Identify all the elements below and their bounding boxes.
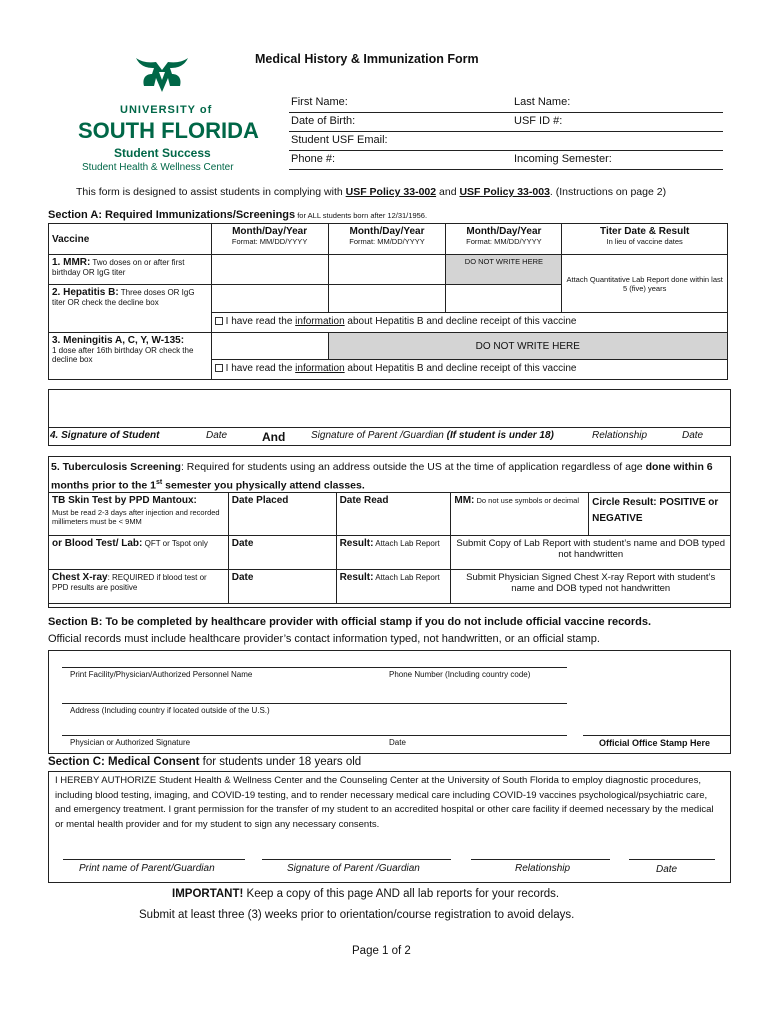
dob-field[interactable]: Date of Birth: [291,115,356,127]
blood-date-field[interactable]: Date [228,536,336,570]
consent-date-field[interactable]: Date [656,864,678,875]
immunization-table: Vaccine Month/Day/Year Format: MM/DD/YYYY Month/Day/Year Format: MM/DD/YYYY Month/Day/Year Format: MM/DD/YYYY Titer Date & Result In lieu of vaccine dates 1. MMR: Two doses on or after first birthday OR IgG titer DO NOT WRITE HERE Attach Quantitative Lab Report done within last 5 (five) years 2. Hepatitis B: Three doses OR IgG titer OR check the decline box I have read the information about Hepatitis B and decline receipt of this vaccine 3. Meningitis A, C, Y, W-135: 1 dose after 16th birthday OR check the decline box DO NOT WRITE HERE I have read the information about Hepatitis B and decline receipt of this vaccine [48,223,728,380]
print-parent-name-field[interactable]: Print name of Parent/Guardian [79,863,215,874]
provider-date-label: Date [389,738,406,747]
blood-submit-note: Submit Copy of Lab Report with student’s name and DOB typed not handwritten [451,536,731,570]
important-note: IMPORTANT! Keep a copy of this page AND all lab reports for your records. [172,888,560,900]
date-read-field[interactable]: Date Read [336,493,451,536]
address-label: Address (Including country if located outside of the U.S.) [70,706,270,715]
xray-date-field[interactable]: Date [228,570,336,604]
hepb-date-3[interactable] [446,285,562,313]
last-name-field[interactable]: Last Name: [514,96,571,108]
hepb-decline-checkbox[interactable]: I have read the information about Hepatitis B and decline receipt of this vaccine [211,313,727,333]
form-title: Medical History & Immunization Form [255,52,479,66]
and-label: And [262,430,286,444]
stamp-label: Official Office Stamp Here [599,738,711,748]
xray-label: Chest X-ray: REQUIRED if blood test or PPD results are positive [49,570,229,604]
xray-submit-note: Submit Physician Signed Chest X-ray Report with student’s name and DOB typed not handwritten [451,570,731,604]
tb-table [48,492,731,604]
parent-signature-field[interactable]: Signature of Parent /Guardian [287,863,420,874]
skin-test-label: TB Skin Test by PPD Mantoux: Must be read 2-3 days after injection and recorded millimeters must be < 9MM [49,493,229,536]
checkbox-icon[interactable] [215,364,223,372]
south-florida-text: SOUTH FLORIDA [78,118,259,143]
semester-field[interactable]: Incoming Semester: [514,153,612,165]
parent-signature-label: Signature of Parent /Guardian (If student is under 18) [311,430,554,441]
page-number: Page 1 of 2 [352,945,411,957]
checkbox-icon[interactable] [215,317,223,325]
date-label-2: Date [682,430,704,441]
policy-33-002-link[interactable]: USF Policy 33-002 [345,186,437,198]
mmr-date-2[interactable] [328,255,446,285]
xray-result-field[interactable]: Result: Attach Lab Report [336,570,451,604]
policy-33-003-link[interactable]: USF Policy 33-003 [459,186,550,198]
circle-result[interactable]: Circle Result: POSITIVE or NEGATIVE [589,493,731,536]
hepb-date-1[interactable] [211,285,328,313]
physician-signature-label: Physician or Authorized Signature [70,738,191,747]
relationship-label: Relationship [592,430,648,441]
men-do-not-write: DO NOT WRITE HERE [328,333,727,360]
mm-field[interactable]: MM: Do not use symbols or decimal [451,493,589,536]
first-name-field[interactable]: First Name: [291,96,348,108]
men-row-label: 3. Meningitis A, C, Y, W-135: 1 dose after 16th birthday OR check the decline box [49,333,212,380]
mmr-row-label: 1. MMR: Two doses on or after first birthday OR IgG titer [49,255,212,285]
section-a-title: Section A: Required Immunizations/Screenings for ALL students born after 12/31/1956. [48,209,428,221]
email-field[interactable]: Student USF Email: [291,134,388,146]
consent-relationship-field[interactable]: Relationship [515,863,571,874]
usf-logo [74,52,259,178]
print-facility-label: Print Facility/Physician/Authorized Personnel Name [70,670,253,679]
hepb-row-label: 2. Hepatitis B: Three doses OR IgG titer OR check the decline box [49,285,212,333]
section-c-title: Section C: Medical Consent for students under 18 years old [48,756,362,768]
usf-id-field[interactable]: USF ID #: [514,115,563,127]
bull-horns-icon [132,52,192,94]
attach-lab-note: Attach Quantitative Lab Report done within last 5 (five) years [562,255,728,313]
intro-text: This form is designed to assist students in complying with USF Policy 33-002 and USF Policy 33-003. (Instructions on page 2) [76,186,667,198]
date-placed-field[interactable]: Date Placed [228,493,336,536]
tb-title: 5. Tuberculosis Screening: Required for students using an address outside the US at the time of application regardless of age done within 6 months prior to the 1st semester you physically attend classes. [51,461,713,492]
mmr-do-not-write: DO NOT WRITE HERE [446,255,562,285]
student-success-text: Student Success [114,146,211,160]
hepb-date-2[interactable] [328,285,446,313]
consent-body: I HEREBY AUTHORIZE Student Health & Wellness Center and the Counseling Center at the University of South Florida to employ diagnostic procedures, including blood testing, imaging, and COVID-19 testing, and to render necessary medical care including COVID-19 vaccines psychological/psychiatric care, and emergency treatment. I grant permission for the transfer of my student to an accredited hospital or other care facility if deemed necessary by the medical or mental health provider and for my student to sign any necessary consents. [55,775,714,830]
university-of-text: UNIVERSITY of [120,104,213,116]
section-b-subtitle: Official records must include healthcare provider’s contact information typed, not handwritten, or an official stamp. [48,633,600,645]
date-label-1: Date [206,430,228,441]
vaccine-header: Vaccine [49,224,212,255]
mmr-date-1[interactable] [211,255,328,285]
men-decline-checkbox[interactable]: I have read the information about Hepatitis B and decline receipt of this vaccine [211,360,727,380]
men-date[interactable] [211,333,328,360]
blood-result-field[interactable]: Result: Attach Lab Report [336,536,451,570]
student-signature-label: 4. Signature of Student [50,430,160,441]
provider-phone-label: Phone Number (Including country code) [389,670,531,679]
blood-test-label: or Blood Test/ Lab: QFT or Tspot only [49,536,229,570]
section-b-title: Section B: To be completed by healthcare provider with official stamp if you do not include official vaccine records. [48,616,652,628]
phone-field[interactable]: Phone #: [291,153,336,165]
center-text: Student Health & Wellness Center [82,162,234,173]
submit-note: Submit at least three (3) weeks prior to orientation/course registration to avoid delays. [139,909,575,921]
